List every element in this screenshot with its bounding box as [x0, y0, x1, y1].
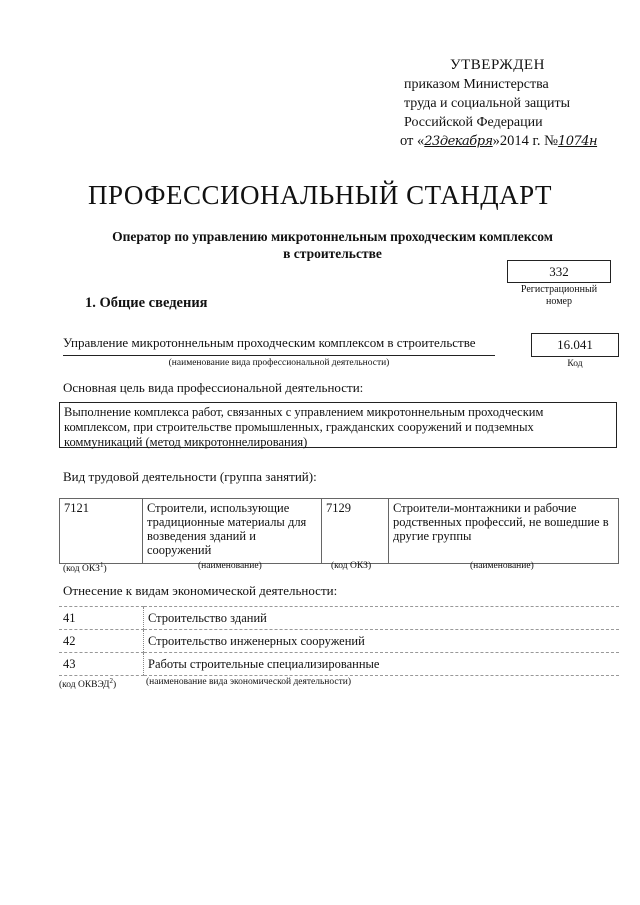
group-caption-code-2: (код ОКЗ): [331, 561, 372, 571]
registration-caption: [500, 284, 618, 308]
group-code-2: 7129: [322, 499, 389, 564]
approval-line-2: труда и социальной защиты: [404, 96, 570, 111]
table-row: [59, 630, 619, 653]
year-text: 2014 г. №: [499, 133, 558, 149]
econ-name-1: Строительство зданий: [144, 607, 620, 630]
subtitle-line-2: в строительстве: [283, 246, 382, 261]
handwritten-month: декабря: [439, 134, 493, 149]
activity-code-caption: Код: [567, 359, 583, 369]
econ-label: Отнесение к видам экономической деятельности:: [63, 583, 338, 598]
group-name-2: Строители-монтажники и рабочие родственных профессий, не вошедшие в другие группы: [389, 499, 619, 564]
footnote-mark: 2: [109, 677, 113, 685]
approval-block: [400, 56, 630, 151]
caption-text: (код ОКЗ: [63, 564, 100, 575]
activity-code-box: 16.041: [531, 333, 619, 357]
subtitle-line-1: Оператор по управлению микротоннельным проходческим комплексом: [112, 229, 553, 244]
document-subtitle: [60, 228, 605, 262]
footnote-mark: 1: [99, 561, 104, 569]
group-caption-name-1: (наименование): [198, 561, 262, 571]
date-separator: »: [492, 133, 500, 149]
approval-line-3: Российской Федерации: [404, 115, 543, 130]
econ-activity-table: [59, 606, 619, 676]
handwritten-number: 1074н: [557, 134, 598, 149]
registration-caption-line-1: Регистрационный: [520, 284, 598, 295]
econ-name-3: Работы строительные специализированные: [144, 653, 620, 676]
table-row: [60, 499, 619, 564]
table-row: [59, 607, 619, 630]
document-title: ПРОФЕССИОНАЛЬНЫЙ СТАНДАРТ: [87, 180, 553, 210]
approval-line-1: приказом Министерства: [404, 77, 549, 92]
group-caption-code-1: [63, 561, 107, 574]
section-heading: 1. Общие сведения: [85, 295, 208, 311]
caption-text-end: ): [112, 680, 117, 691]
caption-text: (код ОКВЭД: [59, 680, 110, 691]
registration-number-box: 332: [507, 260, 611, 283]
group-caption-name-2: (наименование): [470, 561, 534, 571]
activity-caption: (наименование вида профессиональной деятельности): [168, 358, 390, 368]
econ-caption-name: (наименование вида экономической деятельности): [146, 677, 351, 687]
group-name-1: Строители, использующие традиционные материалы для возведения зданий и сооружений: [143, 499, 322, 564]
handwritten-day: 23: [424, 134, 440, 149]
occupation-groups-table: [59, 498, 619, 564]
approval-title: УТВЕРЖДЕН: [450, 57, 545, 73]
caption-text-end: ): [103, 564, 107, 575]
group-code-1: 7121: [60, 499, 143, 564]
goal-text-box: Выполнение комплекса работ, связанных с управлением микротоннельным проходческим комплексом, при строительстве промышленных, гражданских сооружений и подземных коммуникаций (метод микротоннелирования): [59, 402, 617, 448]
econ-name-2: Строительство инженерных сооружений: [144, 630, 620, 653]
approval-date: [400, 132, 630, 151]
date-prefix: от «: [400, 133, 425, 149]
econ-code-2: 42: [59, 630, 144, 653]
activity-underline: [63, 355, 495, 356]
econ-caption-code: [59, 677, 116, 690]
registration-caption-line-2: номер: [546, 296, 572, 307]
econ-code-3: 43: [59, 653, 144, 676]
activity-name: Управление микротоннельным проходческим комплексом в строительстве: [63, 335, 476, 350]
group-label: Вид трудовой деятельности (группа занятий):: [63, 469, 317, 484]
goal-label: Основная цель вида профессиональной деятельности:: [63, 380, 364, 395]
econ-code-1: 41: [59, 607, 144, 630]
table-row: [59, 653, 619, 676]
